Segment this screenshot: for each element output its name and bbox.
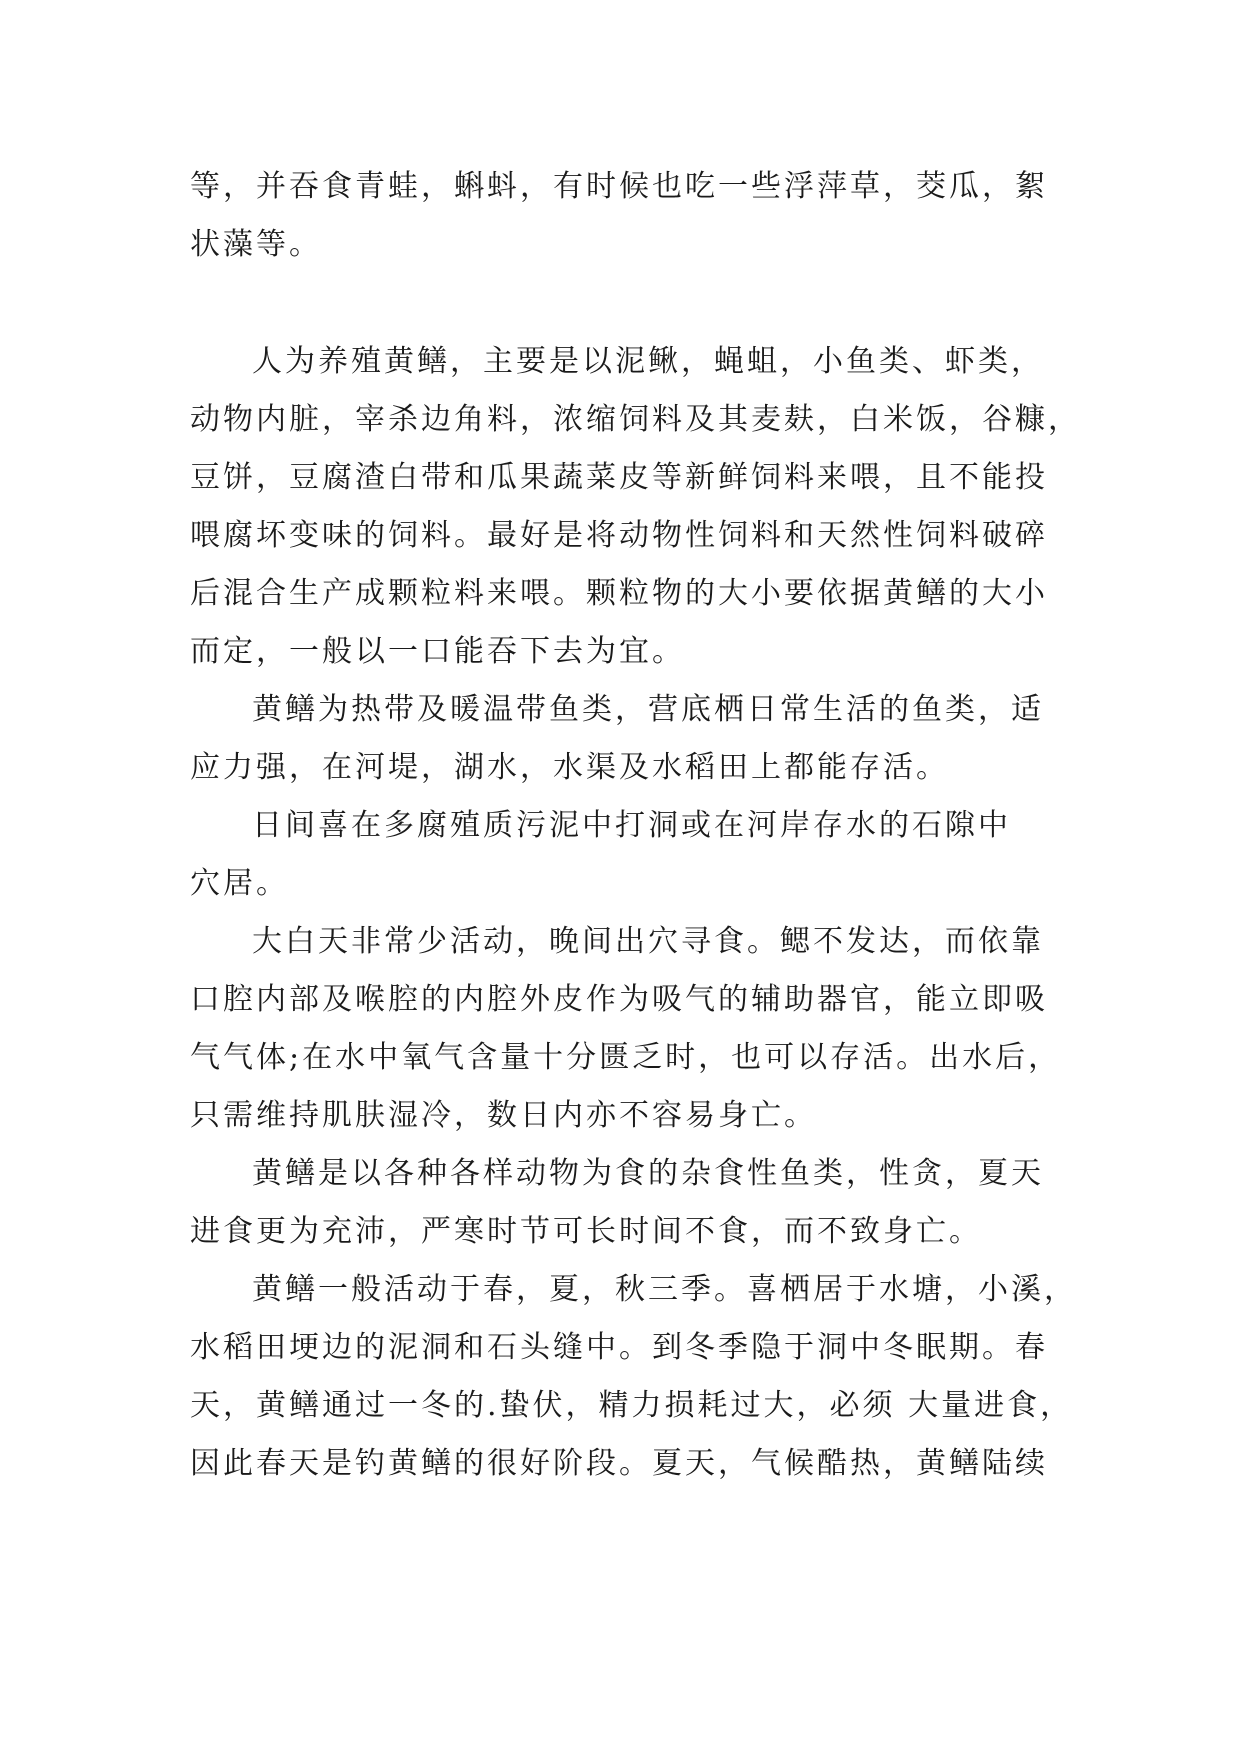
- text-line: 口腔内部及喉腔的内腔外皮作为吸气的辅助器官，能立即吸: [190, 982, 1048, 1017]
- text-block: [190, 333, 1081, 797]
- text-line: 人为养殖黄鳝，主要是以泥鳅，蝇蛆，小鱼类、虾类，: [252, 344, 1044, 379]
- text-line: 动物内脏，宰杀边角料，浓缩饲料及其麦麸，白米饭，谷糠，: [190, 402, 1081, 437]
- text-line: 水稻田埂边的泥洞和石头缝中。到冬季隐于洞中冬眠期。春: [190, 1330, 1048, 1365]
- text-line: 气气体;在水中氧气含量十分匮乏时，也可以存活。出水后，: [190, 1040, 1062, 1075]
- text-line: 而定，一般以一口能吞下去为宜。: [190, 634, 685, 669]
- text-line: 因此春天是钓黄鳝的很好阶段。夏天，气候酷热，黄鳝陆续: [190, 1446, 1048, 1481]
- text-line: 应力强，在河堤，湖水，水渠及水稻田上都能存活。: [190, 750, 949, 785]
- text-line: 黄鳝一般活动于春，夏，秋三季。喜栖居于水塘，小溪，: [252, 1272, 1077, 1307]
- text-line: 豆饼，豆腐渣白带和瓜果蔬菜皮等新鲜饲料来喂，且不能投: [190, 460, 1048, 495]
- text-line: 后混合生产成颗粒料来喂。颗粒物的大小要依据黄鳝的大小: [190, 576, 1048, 611]
- text-line: 天，黄鳝通过一冬的.蛰伏，精力损耗过大，必须 大量进食，: [190, 1388, 1074, 1423]
- text-line: 只需维持肌肤湿冷，数日内亦不容易身亡。: [190, 1098, 817, 1133]
- text-line: 日间喜在多腐殖质污泥中打洞或在河岸存水的石隙中: [252, 808, 1011, 843]
- text-line: 穴居。: [190, 866, 289, 901]
- text-line: 等，并吞食青蛙，蝌蚪，有时候也吃一些浮萍草，茭瓜，絮: [190, 169, 1048, 204]
- text-line: 黄鳝为热带及暖温带鱼类，营底栖日常生活的鱼类，适: [252, 692, 1044, 727]
- text-line: 黄鳝是以各种各样动物为食的杂食性鱼类，性贪，夏天: [252, 1156, 1044, 1191]
- text-line: 喂腐坏变味的饲料。最好是将动物性饲料和天然性饲料破碎: [190, 518, 1048, 553]
- text-line: 状藻等。: [190, 227, 322, 262]
- text-block: [190, 797, 1077, 1493]
- text-block: [190, 158, 1060, 274]
- text-line: 大白天非常少活动，晚间出穴寻食。鳃不发达，而依靠: [252, 924, 1044, 959]
- text-line: 进食更为充沛，严寒时节可长时间不食，而不致身亡。: [190, 1214, 982, 1249]
